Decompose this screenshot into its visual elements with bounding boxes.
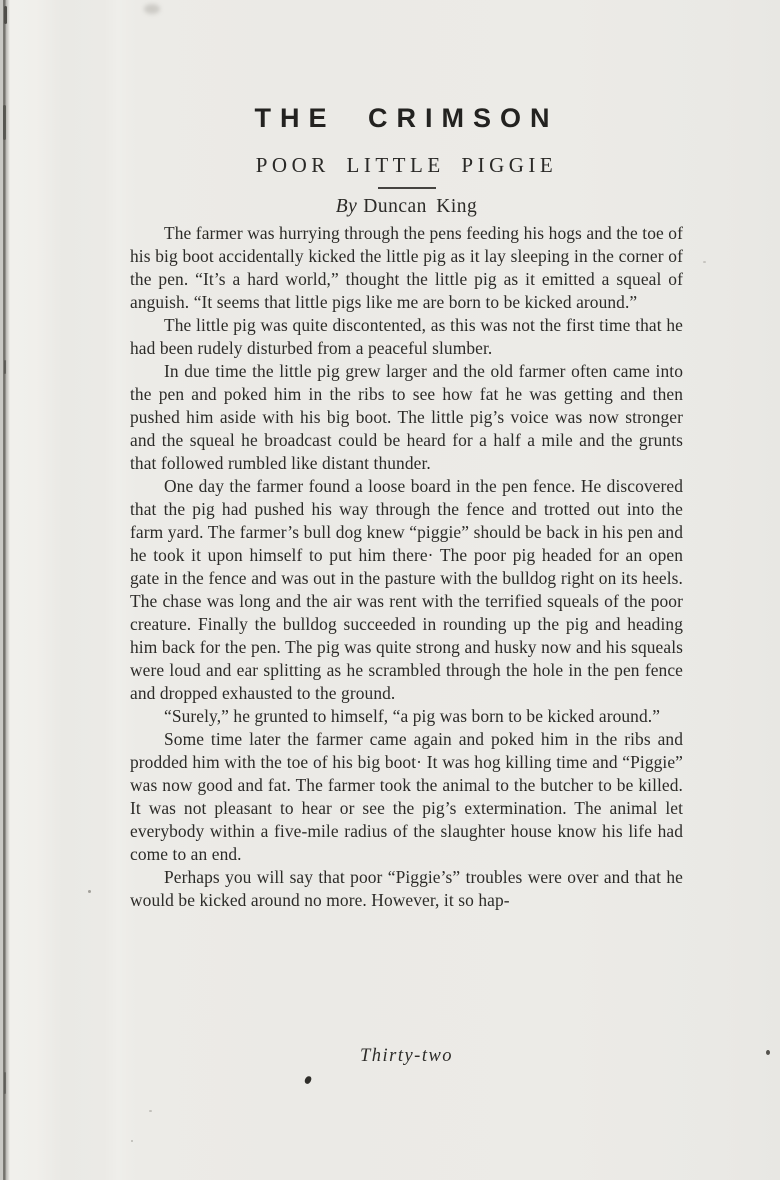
ink-speck [703, 261, 706, 263]
byline-by-prefix: By [335, 196, 358, 217]
ink-speck [149, 1110, 152, 1112]
story-paragraph: One day the farmer found a loose board in the pen fence. He discovered that the pig had pushed his way through the fence and trotted out into the farm yard. The farmer’s bull dog knew “piggie” should be back in his pen and he took it upon himself to put him there· The poor pig headed for an open gate in the fence and was out in the pasture with the bulldog right on its heels. The chase was long and the air was rent with the terrified squeals of the poor creature. Finally the bulldog succeeded in rounding up the pig and heading him back for the pen. The pig was quite strong and husky now and his squeals were loud and ear splitting as he scrambled through the hole in the pen fence and dropped exhausted to the ground. [130, 476, 683, 703]
story-paragraph: The farmer was hurrying through the pens feeding his hogs and the toe of his big boot accidentally kicked the little pig as it lay sleeping in the corner of the pen. “It’s a hard world,” thought the little pig as it emitted a squeal of anguish. “It seems that little pigs like me are born to be kicked around.” [130, 223, 683, 312]
gutter-edge-mark [4, 1072, 6, 1094]
story-title: POOR LITTLE PIGGIE [255, 153, 558, 177]
ink-speck [131, 1140, 133, 1142]
story-paragraph: Some time later the farmer came again and poked him in the ribs and prodded him with the toe of his big boot· It was hog killing time and “Piggie” was now good and fat. The farmer took the animal to the butcher to be killed. It was not pleasant to hear or see the pig’s extermination. The animal let everybody within a five-mile radius of the slaughter house know his life had come to an end. [130, 729, 683, 864]
page-content [130, 0, 683, 912]
page-number: Thirty-two [359, 1046, 454, 1066]
publication-title: THE CRIMSON [254, 103, 559, 133]
story-paragraph: “Surely,” he grunted to himself, “a pig was born to be kicked around.” [164, 706, 661, 726]
story-body [130, 222, 683, 912]
story-paragraph: Perhaps you will say that poor “Piggie’s” troubles were over and that he would be kicked around no more. However, it so hap- [130, 867, 683, 910]
ink-speck [304, 1075, 312, 1084]
ink-speck [88, 890, 91, 893]
gutter-edge-mark [4, 360, 6, 374]
ink-speck [766, 1050, 770, 1055]
story-paragraph: The little pig was quite discontented, as this was not the first time that he had been rudely disturbed from a peaceful slumber. [130, 315, 683, 358]
byline-author: Duncan King [363, 196, 478, 217]
byline [130, 196, 683, 218]
title-divider-rule [378, 187, 436, 189]
story-paragraph: In due time the little pig grew larger and the old farmer often came into the pen and poked him in the ribs to see how fat he was getting and then pushed him aside with his big boot. The little pig’s voice was now stronger and the squeal he broadcast could be heard for a half a mile and the grunts that followed rumbled like distant thunder. [130, 361, 683, 473]
gutter-edge-mark [4, 6, 7, 24]
gutter-edge-mark [3, 105, 6, 140]
